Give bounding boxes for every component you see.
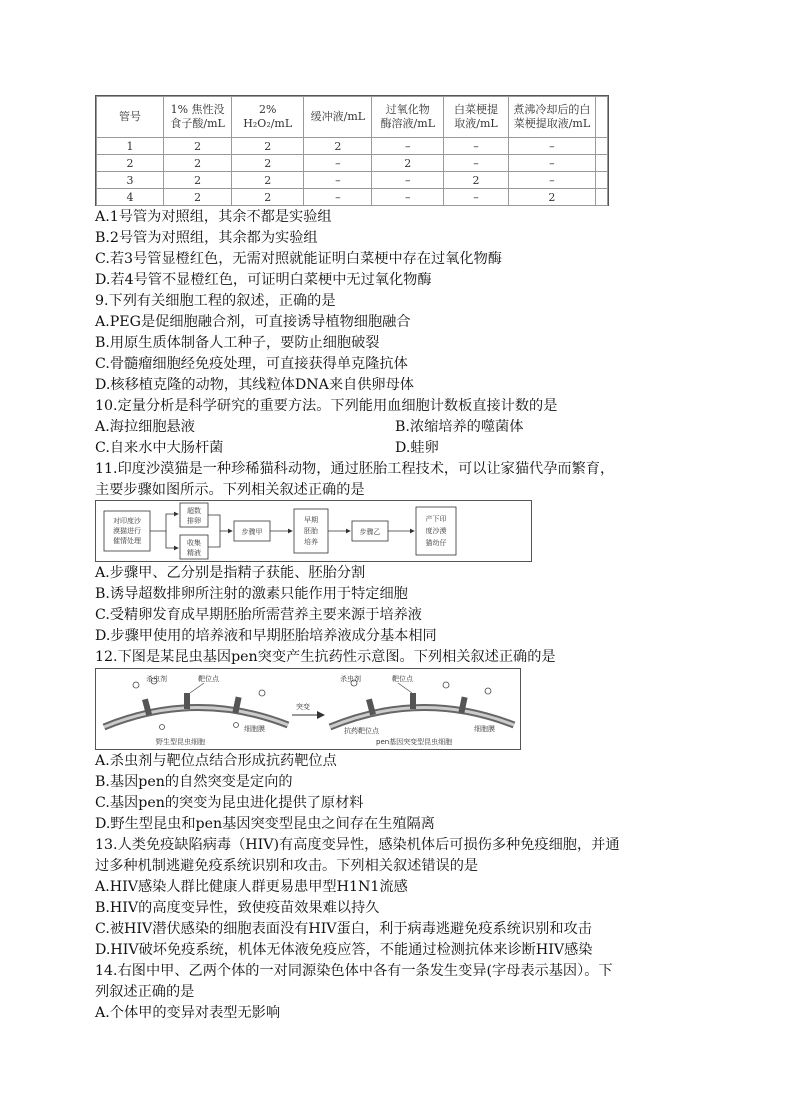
flow-text: 步骤甲 xyxy=(241,528,263,536)
table-cell: 2 xyxy=(164,189,232,206)
option-b: B.HIV的高度变异性，致使疫苗效果难以持久 xyxy=(95,900,380,916)
header-cell: 1% 焦性没 食子酸/mL xyxy=(164,97,232,138)
question-stem-line-2: 过多种机制逃避免疫系统识别和攻击。下列相关叙述错误的是 xyxy=(95,858,479,874)
table-cell: 2 xyxy=(232,138,304,155)
header-cell: 白菜梗提 取液/mL xyxy=(444,97,509,138)
table-cell: – xyxy=(508,155,595,172)
option-a: A.PEG是促细胞融合剂，可直接诱导植物细胞融合 xyxy=(95,314,411,330)
table-tail-cell xyxy=(596,138,608,155)
flow-text: 培养 xyxy=(304,538,318,546)
table-tail-cell xyxy=(596,155,608,172)
flow-text: 催情处理 xyxy=(113,537,141,545)
header-cell: 过氧化物 酶溶液/mL xyxy=(372,97,444,138)
pen-mutation-figure xyxy=(95,668,521,750)
table-cell: 2 xyxy=(164,172,232,189)
table-cell: 3 xyxy=(97,172,164,189)
table-cell: – xyxy=(304,189,372,206)
table-cell: – xyxy=(372,172,444,189)
table-cell: 2 xyxy=(304,138,372,155)
header-cell: 管号 xyxy=(97,97,164,138)
question-stem-line-1: 14.右图中甲、乙两个体的一对同源染色体中各有一条发生变异(字母表示基因）。下 xyxy=(95,963,613,979)
flow-text: 早期 xyxy=(304,516,318,524)
table-cell: 2 xyxy=(97,155,164,172)
flow-text: 漠猫进行 xyxy=(113,527,141,535)
option-b: B.诱导超数排卵所注射的激素只能作用于特定细胞 xyxy=(95,586,408,602)
option-c: C.若3号管显橙红色，无需对照就能证明白菜梗中存在过氧化物酶 xyxy=(95,251,502,267)
table-tail-cell xyxy=(596,97,608,138)
option-a: A.海拉细胞悬液 xyxy=(95,419,195,435)
option-b: B.浓缩培养的噬菌体 xyxy=(395,419,524,435)
receptor-icon xyxy=(410,693,416,709)
table-cell: – xyxy=(444,155,509,172)
table-cell: – xyxy=(444,138,509,155)
flow-text: 度沙漠 xyxy=(425,527,447,535)
flow-text: 精液 xyxy=(187,549,201,557)
option-d: D.核移植克隆的动物，其线粒体DNA来自供卵母体 xyxy=(95,377,414,393)
option-a: A.1号管为对照组，其余不都是实验组 xyxy=(95,209,332,225)
table-row xyxy=(97,189,608,206)
option-d: D.HIV破坏免疫系统，机体无体液免疫应答，不能通过检测抗体来诊断HIV感染 xyxy=(95,942,593,958)
table-cell: – xyxy=(372,189,444,206)
option-a: A.HIV感染人群比健康人群更易患甲型H1N1流感 xyxy=(95,879,408,895)
table-cell: – xyxy=(372,138,444,155)
table-cell: 2 xyxy=(372,155,444,172)
option-a: A.个体甲的变异对表型无影响 xyxy=(95,1005,281,1021)
receptor-icon xyxy=(184,693,190,709)
question-stem-line-1: 13.人类免疫缺陷病毒（HIV)有高度变异性，感染机体后可损伤多种免疫细胞，并通 xyxy=(95,837,620,853)
option-d: D.蛙卵 xyxy=(395,440,439,456)
question-stem: 10.定量分析是科学研究的重要方法。下列能用血细胞计数板直接计数的是 xyxy=(95,398,558,414)
insecticide-molecule-icon xyxy=(485,688,491,694)
table-cell: 2 xyxy=(164,155,232,172)
question-stem-line-2: 列叙述正确的是 xyxy=(95,984,195,1000)
table-cell: 2 xyxy=(508,189,595,206)
header-cell: 煮沸冷却后的白 菜梗提取液/mL xyxy=(508,97,595,138)
option-b: B.基因pen的自然突变是定向的 xyxy=(95,774,293,790)
ion-icon xyxy=(234,723,239,728)
label-target-left: 靶位点 xyxy=(198,675,219,683)
experiment-table xyxy=(95,95,609,206)
table-header-row xyxy=(97,97,608,138)
option-c: C.受精卵发育成早期胚胎所需营养主要来源于培养液 xyxy=(95,607,422,623)
option-d: D.若4号管不显橙红色，可证明白菜梗中无过氧化物酶 xyxy=(95,272,432,288)
question-stem: 12.下图是某昆虫基因pen突变产生抗药性示意图。下列相关叙述正确的是 xyxy=(95,649,556,665)
table-cell: 2 xyxy=(232,155,304,172)
table-cell: 2 xyxy=(232,172,304,189)
table-cell: 2 xyxy=(444,172,509,189)
table-cell: 4 xyxy=(97,189,164,206)
label-membrane-right: 细胞膜 xyxy=(474,725,495,733)
ion-icon xyxy=(160,725,165,730)
option-c: C.骨髓瘤细胞经免疫处理，可直接获得单克隆抗体 xyxy=(95,356,408,372)
table-cell: – xyxy=(304,155,372,172)
table-tail-cell xyxy=(596,172,608,189)
question-stem-line-1: 11.印度沙漠猫是一种珍稀猫科动物，通过胚胎工程技术，可以让家猫代孕而繁育， xyxy=(95,461,615,477)
table-cell: 2 xyxy=(164,138,232,155)
header-cell: 2% H₂O₂/mL xyxy=(232,97,304,138)
label-resistant-target: 抗药靶位点 xyxy=(344,727,379,735)
option-c: C.自来水中大肠杆菌 xyxy=(95,440,224,456)
question-stem-line-2: 主要步骤如图所示。下列相关叙述正确的是 xyxy=(95,482,365,498)
table-cell: – xyxy=(508,172,595,189)
table-cell: – xyxy=(304,172,372,189)
table-cell: 1 xyxy=(97,138,164,155)
flow-text: 产下印 xyxy=(425,515,447,523)
label-insecticide-right: 杀虫剂 xyxy=(340,675,361,683)
caption-pen-mutant: pen基因突变型昆虫细胞 xyxy=(376,738,453,746)
option-c: C.基因pen的突变为昆虫进化提供了原材料 xyxy=(95,795,364,811)
table-row xyxy=(97,172,608,189)
option-b: B.2号管为对照组，其余都为实验组 xyxy=(95,230,318,246)
label-mutation-arrow: 突变 xyxy=(296,703,310,711)
flow-text: 超数 xyxy=(187,507,201,515)
option-a: A.杀虫剂与靶位点结合形成抗药靶位点 xyxy=(95,753,337,769)
option-a: A.步骤甲、乙分别是指精子获能、胚胎分割 xyxy=(95,565,366,581)
table-tail-cell xyxy=(596,189,608,206)
flow-text: 排卵 xyxy=(187,517,201,525)
insecticide-molecule-icon xyxy=(259,690,265,696)
flow-text: 猫幼仔 xyxy=(425,539,447,547)
table-cell: – xyxy=(508,138,595,155)
header-cell: 缓冲液/mL xyxy=(304,97,372,138)
label-insecticide-left: 杀虫剂 xyxy=(146,675,167,683)
flow-text: 收集 xyxy=(187,539,201,547)
option-d: D.步骤甲使用的培养液和早期胚胎培养液成分基本相同 xyxy=(95,628,437,644)
table-cell: – xyxy=(444,189,509,206)
option-b: B.用原生质体制备人工种子，要防止细胞破裂 xyxy=(95,335,380,351)
flow-text: 胚胎 xyxy=(304,527,318,535)
label-membrane-left: 细胞膜 xyxy=(244,725,265,733)
label-target-right: 靶位点 xyxy=(392,675,413,683)
insecticide-molecule-icon xyxy=(443,682,449,688)
table-row xyxy=(97,138,608,155)
question-stem: 9.下列有关细胞工程的叙述，正确的是 xyxy=(95,293,336,309)
option-d: D.野生型昆虫和pen基因突变型昆虫之间存在生殖隔离 xyxy=(95,816,435,832)
table-cell: 2 xyxy=(232,189,304,206)
insecticide-molecule-icon xyxy=(133,682,139,688)
option-c: C.被HIV潜伏感染的细胞表面没有HIV蛋白，利于病毒逃避免疫系统识别和攻击 xyxy=(95,921,592,937)
flow-text: 步骤乙 xyxy=(359,528,381,536)
table-row xyxy=(97,155,608,172)
caption-wild-type: 野生型昆虫细胞 xyxy=(156,738,205,746)
embryo-flowchart xyxy=(95,500,532,562)
flow-text: 对印度沙 xyxy=(113,517,141,525)
